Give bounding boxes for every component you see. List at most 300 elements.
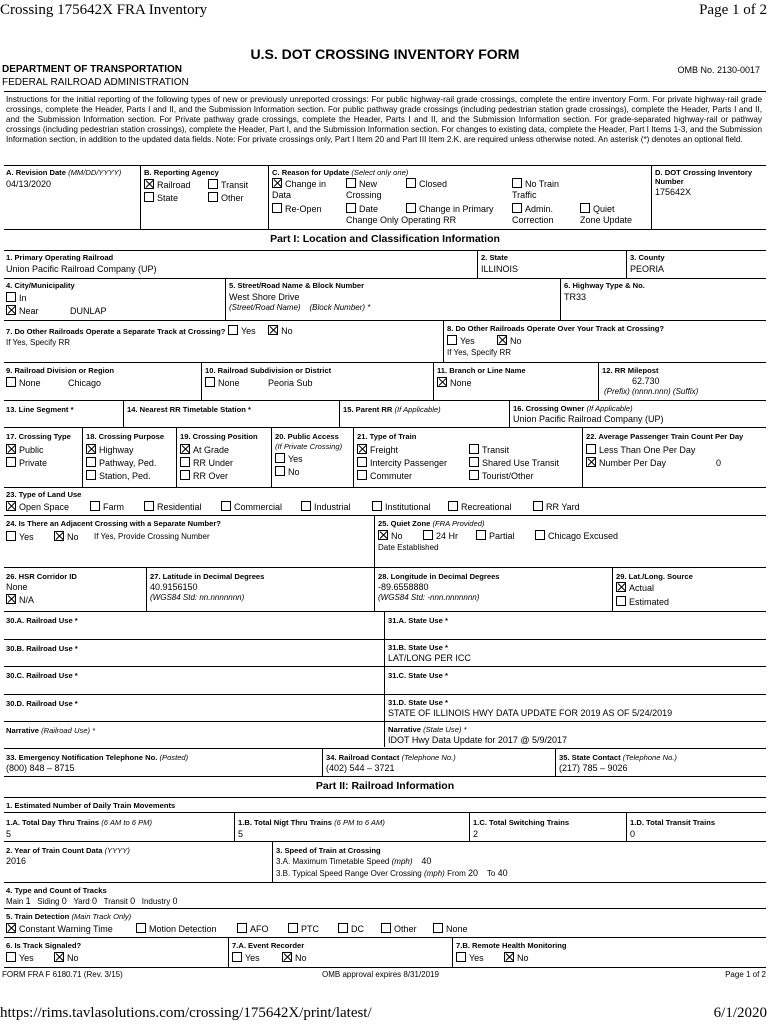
reason-no-train-option[interactable]: [512, 178, 559, 190]
reason-reopen-option[interactable]: [272, 203, 322, 215]
vertical-rule: [433, 362, 434, 400]
land-farm[interactable]: [90, 501, 124, 513]
checkbox-icon: [456, 952, 466, 962]
track-counts: [6, 896, 177, 907]
checkbox-checked-icon: [437, 377, 447, 387]
vertical-rule: [598, 362, 599, 400]
form-text: D. DOT Crossing Inventory: [655, 168, 753, 177]
form-text: Number Per Day: [599, 458, 667, 468]
event-recorder-label: 7.A. Event Recorder: [232, 941, 305, 950]
quiet-zone-date: Date Established: [378, 543, 439, 552]
form-text: (Street/Road Name): [229, 303, 301, 312]
checkbox-icon: [6, 457, 16, 467]
checkbox-icon: [469, 444, 479, 454]
form-text: Closed: [419, 179, 448, 189]
checkbox-icon: [447, 335, 457, 345]
crossing-type-private[interactable]: [6, 457, 47, 469]
checkbox-icon: [86, 470, 96, 480]
form-text: State: [157, 193, 179, 203]
signaled-no[interactable]: [54, 952, 79, 964]
form-text: No: [67, 532, 79, 542]
form-text: 16. Crossing Owner: [513, 404, 585, 413]
form-text: 1: [25, 896, 31, 906]
state-use-31d-value: STATE OF ILLINOIS HWY DATA UPDATE FOR 2019 AS OF 5/24/2019: [388, 708, 673, 718]
form-text: AFO: [250, 924, 269, 934]
crossing-type-public[interactable]: [6, 444, 44, 456]
checkbox-icon: [433, 923, 443, 933]
checkbox-icon: [423, 530, 433, 540]
source-actual[interactable]: [616, 582, 654, 594]
vertical-rule: [612, 567, 613, 611]
form-text: Farm: [103, 502, 124, 512]
longitude-value: -89.6558880: [378, 582, 429, 592]
crossing-owner-label: [513, 404, 633, 413]
agency-railroad-option[interactable]: [144, 179, 191, 191]
city-value: DUNLAP: [70, 306, 107, 316]
detection-none[interactable]: [433, 923, 468, 935]
position-rr-over[interactable]: [180, 470, 228, 482]
horizontal-rule: [4, 841, 766, 842]
track-count-label: 4. Type and Count of Tracks: [6, 886, 107, 895]
form-text: No: [67, 953, 79, 963]
night-thru-trains-label: [238, 818, 385, 827]
detection-dc[interactable]: [338, 923, 364, 935]
horizontal-rule: [4, 278, 766, 279]
longitude-hint: (WGS84 Std: -nnn.nnnnnnn): [378, 593, 480, 602]
event-recorder-yes[interactable]: [232, 952, 260, 964]
form-page-number: Page 1 of 2: [725, 970, 766, 979]
signaled-yes[interactable]: [6, 952, 34, 964]
adjacent-crossing-yes[interactable]: [6, 531, 34, 543]
form-text: Other: [394, 924, 417, 934]
typical-speed-field: [276, 868, 508, 879]
form-text: Yes: [288, 454, 303, 464]
other-rr-over-no[interactable]: [497, 335, 522, 347]
type-of-train-label: 21. Type of Train: [357, 432, 417, 441]
checkbox-checked-icon: [586, 457, 596, 467]
checkbox-checked-icon: [378, 530, 388, 540]
purpose-highway[interactable]: [86, 444, 134, 456]
checkbox-icon[interactable]: [228, 325, 238, 335]
form-text: (Railroad Use) *: [41, 726, 96, 735]
checkbox-icon: [616, 596, 626, 606]
horizontal-rule: [4, 812, 766, 813]
reason-closed-option[interactable]: [406, 178, 447, 190]
branch-line-label: 11. Branch or Line Name: [437, 366, 526, 375]
checkbox-icon: [406, 178, 416, 188]
rr-division-label: 9. Railroad Division or Region: [6, 366, 115, 375]
form-text: Change in: [285, 179, 327, 189]
vertical-rule: [477, 250, 478, 278]
street-hint: [229, 303, 370, 313]
horizontal-rule: [4, 908, 766, 909]
vertical-rule: [234, 812, 235, 841]
reason-change-only-label: [346, 215, 456, 226]
checkbox-icon: [338, 923, 348, 933]
agency-state-option[interactable]: [144, 192, 178, 204]
form-text: Yes: [245, 953, 260, 963]
checkbox-icon: [86, 457, 96, 467]
form-text: Partial: [489, 531, 515, 541]
detection-ptc[interactable]: [288, 923, 319, 935]
form-text: 35. State Contact: [559, 753, 621, 762]
form-text: Tourist/Other: [482, 471, 534, 481]
state-use-31a-label: 31.A. State Use *: [388, 616, 448, 625]
form-text: 3.B. Typical Speed Range Over Crossing: [276, 869, 422, 878]
checkbox-checked-icon: [6, 594, 16, 604]
horizontal-rule: [4, 250, 766, 251]
train-freight[interactable]: [357, 444, 398, 456]
checkbox-icon: [512, 178, 522, 188]
railroad-contact-label: [326, 753, 456, 762]
horizontal-rule: [4, 515, 766, 516]
form-text: No: [281, 326, 293, 336]
form-text: Actual: [629, 583, 655, 593]
checkbox-checked-icon: [180, 444, 190, 454]
land-institutional[interactable]: [372, 501, 431, 513]
form-text: (If Applicable): [586, 404, 633, 413]
vertical-rule: [82, 427, 83, 487]
street-label: 5. Street/Road Name & Block Number: [229, 281, 365, 290]
form-text: Near: [19, 306, 39, 316]
line-segment-label: 13. Line Segment *: [6, 405, 74, 414]
form-text: In: [19, 293, 27, 303]
land-open-space[interactable]: [6, 501, 69, 513]
form-text: Yes: [460, 336, 475, 346]
track-signaled-label: 6. Is Track Signaled?: [6, 941, 82, 950]
form-text: (Block Number) *: [309, 303, 371, 312]
checkbox-checked-icon: [616, 582, 626, 592]
checkbox-icon: [448, 501, 458, 511]
land-recreational[interactable]: [448, 501, 512, 513]
form-text: (If Applicable): [394, 405, 441, 414]
reason-new-crossing-option[interactable]: [346, 178, 377, 190]
land-industrial[interactable]: [301, 501, 351, 513]
passenger-count-label: 22. Average Passenger Train Count Per Day: [586, 432, 744, 441]
vertical-rule: [123, 400, 124, 427]
state-label: 2. State: [481, 253, 509, 262]
form-text: At Grade: [193, 445, 230, 455]
checkbox-checked-icon: [54, 952, 64, 962]
form-text: Shared Use Transit: [482, 458, 560, 468]
rr-milepost-hint: (Prefix) (nnnn.nnn) (Suffix): [604, 387, 699, 396]
form-text: Re-Open: [285, 204, 322, 214]
form-text: (State Use) *: [423, 725, 467, 734]
form-text: Railroad: [157, 180, 191, 190]
agency-other-option[interactable]: [208, 192, 244, 204]
vertical-rule: [176, 427, 177, 487]
rr-division-none[interactable]: [6, 377, 41, 389]
checkbox-icon: [275, 453, 285, 463]
horizontal-rule: [4, 776, 766, 777]
rr-milepost-value: 62.730: [632, 376, 660, 386]
checkbox-icon: [208, 179, 218, 189]
public-access-label: 20. Public Access: [275, 432, 339, 441]
detection-other[interactable]: [381, 923, 417, 935]
passenger-number-per-day[interactable]: [586, 457, 666, 469]
timetable-station-label: 14. Nearest RR Timetable Station *: [127, 405, 251, 414]
purpose-station[interactable]: [86, 470, 151, 482]
vertical-rule: [651, 165, 652, 229]
checkbox-icon: [346, 178, 356, 188]
state-use-31c-label: 31.C. State Use *: [388, 671, 448, 680]
horizontal-rule: [4, 427, 766, 428]
form-text: (mph): [391, 857, 413, 866]
form-text: 40: [497, 868, 508, 878]
checkbox-checked-icon: [282, 952, 292, 962]
form-text: Industry: [141, 897, 171, 906]
switching-trains-label: 1.C. Total Switching Trains: [473, 818, 570, 827]
land-residential[interactable]: [144, 501, 202, 513]
form-text: Institutional: [385, 502, 431, 512]
checkbox-icon: [90, 501, 100, 511]
quiet-zone-no[interactable]: [378, 530, 403, 542]
rr-division-value: Chicago: [68, 378, 102, 388]
checkbox-checked-icon: [497, 335, 507, 345]
form-text: (Telephone No.): [401, 753, 456, 762]
checkbox-icon: [301, 501, 311, 511]
checkbox-icon: [288, 923, 298, 933]
quiet-zone-chicago[interactable]: [535, 530, 618, 542]
other-rr-over-track-label: 8. Do Other Railroads Operate Over Your Track at Crossing?: [447, 324, 665, 333]
latitude-value: 40.9156150: [150, 582, 198, 592]
county-value: PEORIA: [630, 264, 665, 274]
land-rr-yard[interactable]: [533, 501, 580, 513]
form-text: None: [450, 378, 472, 388]
form-text: Narrative: [388, 725, 421, 734]
print-header-page: Page 1 of 2: [699, 2, 767, 18]
form-text: To: [486, 869, 496, 878]
passenger-less-than-one[interactable]: [586, 444, 695, 456]
remote-health-yes[interactable]: [456, 952, 484, 964]
reason-new-crossing-label2: Crossing: [346, 190, 382, 200]
public-access-yes[interactable]: [275, 453, 303, 465]
agency: FEDERAL RAILROAD ADMINISTRATION: [2, 77, 189, 88]
form-text: Commercial: [234, 502, 283, 512]
detection-cwt[interactable]: [6, 923, 113, 935]
purpose-pathway[interactable]: [86, 457, 156, 469]
checkbox-checked-icon: [6, 305, 16, 315]
vertical-rule: [146, 567, 147, 611]
form-text: No: [510, 336, 522, 346]
agency-transit-option[interactable]: [208, 179, 248, 191]
form-text: No: [517, 953, 529, 963]
checkbox-icon: [144, 501, 154, 511]
checkbox-icon: [381, 923, 391, 933]
position-rr-under[interactable]: [180, 457, 233, 469]
form-text: Transit: [221, 180, 249, 190]
checkbox-icon: [6, 952, 16, 962]
quiet-zone-24hr[interactable]: [423, 530, 458, 542]
form-text: 1.B. Total Nigt Thru Trains: [238, 818, 332, 827]
vertical-rule: [374, 567, 375, 611]
quiet-zone-partial[interactable]: [476, 530, 515, 542]
checkbox-icon: [476, 530, 486, 540]
form-text: Yes: [19, 953, 34, 963]
form-text: (mph): [423, 869, 445, 878]
parent-rr-label: [343, 405, 441, 414]
railroad-contact-value: (402) 544 – 3721: [326, 763, 395, 773]
primary-railroad-value: Union Pacific Railroad Company (UP): [6, 264, 157, 274]
department: DEPARTMENT OF TRANSPORTATION: [2, 64, 182, 75]
form-text: Yes: [19, 532, 34, 542]
detection-afo[interactable]: [237, 923, 269, 935]
horizontal-rule: [4, 639, 766, 640]
train-shared-use[interactable]: [469, 457, 559, 469]
state-use-31d-label: 31.D. State Use *: [388, 698, 448, 707]
vertical-rule: [555, 748, 556, 776]
reason-quiet-option[interactable]: [580, 203, 615, 215]
form-text: 7. Do Other Railroads Operate a Separate Track at Crossing?: [6, 327, 226, 336]
print-footer-date: 6/1/2020: [713, 1005, 767, 1021]
branch-line-none[interactable]: [437, 377, 472, 389]
rr-subdivision-none[interactable]: [205, 377, 240, 389]
checkbox-icon: [357, 457, 367, 467]
reason-for-update-label: [272, 168, 408, 177]
city-label: 4. City/Municipality: [6, 281, 75, 290]
part1-title: Part I: Location and Classification Information: [270, 233, 500, 245]
form-text: RR Under: [193, 458, 234, 468]
vertical-rule: [140, 165, 141, 229]
switching-trains-value: 2: [473, 829, 479, 839]
checkbox-checked-icon[interactable]: [268, 325, 278, 335]
form-text: A. Revision Date: [6, 168, 66, 177]
other-rr-separate-track-field: [6, 325, 293, 337]
form-text: Admin.: [525, 204, 554, 214]
form-text: 1.A. Total Day Thru Trains: [6, 818, 100, 827]
narrative-state-value: IDOT Hwy Data Update for 2017 @ 5/9/2017: [388, 735, 568, 745]
form-text: 34. Railroad Contact: [326, 753, 400, 762]
checkbox-icon: [533, 501, 543, 511]
form-text: Recreational: [461, 502, 512, 512]
form-text: 5. Train Detection: [6, 912, 70, 921]
checkbox-checked-icon: [272, 178, 282, 188]
form-text: Operating RR: [401, 215, 457, 225]
form-text: (Select only one): [351, 168, 409, 177]
vertical-rule: [271, 427, 272, 487]
rr-subdivision-value: Peoria Sub: [268, 378, 313, 388]
form-text: Pathway, Ped.: [99, 458, 157, 468]
form-text: None: [19, 378, 41, 388]
form-text: None: [446, 924, 468, 934]
reason-date-option[interactable]: [346, 203, 378, 215]
rr-subdivision-label: 10. Railroad Subdivision or District: [205, 366, 332, 375]
train-transit[interactable]: [469, 444, 509, 456]
checkbox-icon: [6, 531, 16, 541]
form-text: DC: [351, 924, 364, 934]
vertical-rule: [374, 515, 375, 567]
form-text: 24 Hr: [436, 531, 459, 541]
form-text: Less Than One Per Day: [599, 445, 696, 455]
adjacent-crossing-no[interactable]: [54, 531, 79, 543]
form-text: Transit: [103, 897, 128, 906]
hsr-corridor-value: None: [6, 582, 28, 592]
vertical-rule: [339, 400, 340, 427]
reason-admin-label2: Correction: [512, 215, 554, 225]
train-commuter[interactable]: [357, 470, 412, 482]
emergency-phone-value: (800) 848 – 8715: [6, 763, 75, 773]
train-intercity[interactable]: [357, 457, 447, 469]
print-header-title: Crossing 175642X FRA Inventory: [0, 2, 208, 18]
source-estimated[interactable]: [616, 596, 669, 608]
checkbox-icon: [6, 377, 16, 387]
vertical-rule: [268, 165, 269, 229]
public-access-hint: (If Private Crossing): [275, 442, 343, 451]
latlong-source-label: 29. Lat./Long. Source: [616, 572, 693, 581]
train-tourist[interactable]: [469, 470, 534, 482]
checkbox-icon: [272, 203, 282, 213]
omb-number: OMB No. 2130-0017: [677, 65, 760, 75]
form-text: (Telephone No.): [622, 753, 677, 762]
form-text: 2. Year of Train Count Data: [6, 846, 103, 855]
horizontal-rule: [4, 882, 766, 883]
form-text: Yes: [469, 953, 484, 963]
form-text: Number: [655, 177, 684, 187]
state-contact-label: [559, 753, 677, 762]
part2-title: Part II: Railroad Information: [315, 780, 455, 792]
detection-motion[interactable]: [136, 923, 217, 935]
form-text: RR Over: [193, 471, 229, 481]
reason-change-data-label2: Data: [272, 190, 292, 200]
horizontal-rule: [4, 362, 766, 363]
event-recorder-no[interactable]: [282, 952, 307, 964]
position-at-grade[interactable]: [180, 444, 229, 456]
reason-admin-option[interactable]: [512, 203, 553, 215]
form-text: (YYYY): [104, 846, 130, 855]
form-text: 3.A. Maximum Timetable Speed: [276, 857, 390, 866]
dot-number-label: [655, 168, 752, 186]
form-text: From: [447, 869, 466, 878]
remote-health-no[interactable]: [504, 952, 529, 964]
crossing-type-label: 17. Crossing Type: [6, 432, 71, 441]
reason-change-data-option[interactable]: [272, 178, 326, 190]
hsr-na-option[interactable]: [6, 594, 34, 606]
form-text: No Train: [525, 179, 560, 189]
form-text: Highway: [99, 445, 134, 455]
city-in-option[interactable]: [6, 292, 27, 304]
public-access-no[interactable]: [275, 466, 300, 478]
omb-expiration: OMB approval expires 8/31/2019: [322, 970, 439, 979]
longitude-label: 28. Longitude in Decimal Degrees: [378, 572, 500, 581]
revision-date-value: 04/13/2020: [6, 179, 52, 189]
vertical-rule: [201, 362, 202, 400]
city-near-option[interactable]: [6, 305, 39, 317]
checkbox-icon: [469, 457, 479, 467]
other-rr-separate-specify: If Yes, Specify RR: [6, 338, 71, 347]
checkbox-checked-icon: [357, 444, 367, 454]
form-text: 0: [61, 896, 67, 906]
checkbox-icon: [512, 203, 522, 213]
form-text: Siding: [37, 897, 60, 906]
reason-change-primary-option[interactable]: [406, 203, 494, 215]
form-text: Public: [19, 445, 44, 455]
form-text: Open Space: [19, 502, 70, 512]
state-use-31b-value: LAT/LONG PER ICC: [388, 653, 471, 663]
reporting-agency-label: B. Reporting Agency: [144, 168, 219, 177]
checkbox-checked-icon: [504, 952, 514, 962]
form-text: (MM/DD/YYYY): [68, 168, 122, 177]
other-rr-over-yes[interactable]: [447, 335, 475, 347]
horizontal-rule: [4, 567, 766, 568]
form-text: (Main Track Only): [71, 912, 132, 921]
transit-trains-value: 0: [630, 829, 636, 839]
checkbox-icon: [232, 952, 242, 962]
day-thru-trains-label: [6, 818, 152, 827]
vertical-rule: [626, 812, 627, 841]
highway-type-label: 6. Highway Type & No.: [564, 281, 645, 290]
land-commercial[interactable]: [221, 501, 282, 513]
form-text: No: [288, 467, 300, 477]
